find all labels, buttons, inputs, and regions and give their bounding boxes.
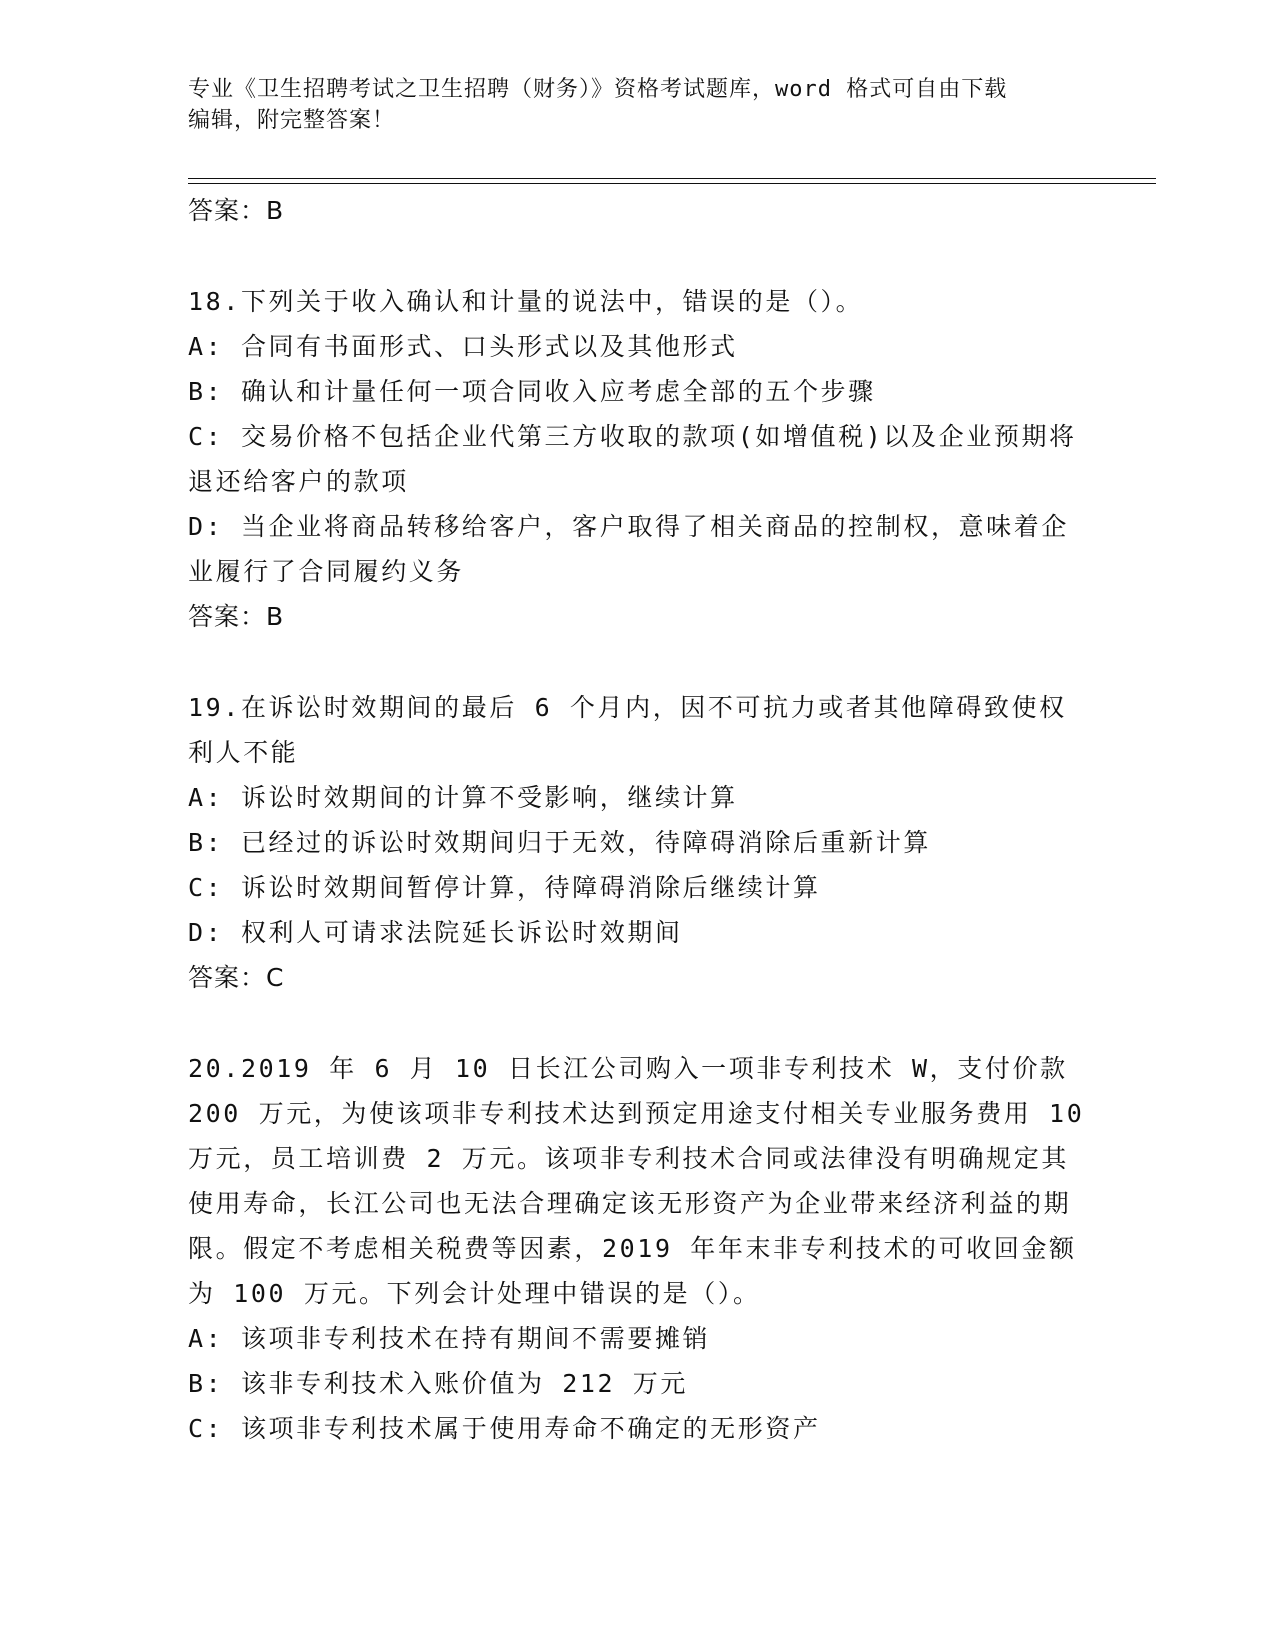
option-a: A: 合同有书面形式、口头形式以及其他形式 [188,332,738,361]
question-stem: 20.2019 年 6 月 10 日长江公司购入一项非专利技术 W，支付价款 200 万元，为使该项非专利技术达到预定用途支付相关专业服务费用 10 万元，员工培训费 2 万元。该项非专利技术合同或法律没有明确规定其使用寿命，长江公司也无法合理确定该无形资产为企业带来经济利益的期限。假定不考虑相关税费等因素，2019 年年末非专利技术的可收回金额为 100 万元。下列会计处理中错误的是（）。 [188,1054,1085,1308]
option-c: C: 该项非专利技术属于使用寿命不确定的无形资产 [188,1414,821,1443]
header-line-1: 专业《卫生招聘考试之卫生招聘（财务）》资格考试题库，word 格式可自由下载 [188,77,1008,102]
option-b: B: 确认和计量任何一项合同收入应考虑全部的五个步骤 [188,377,876,406]
answer-line: 答案：B [188,196,285,225]
question-block-19 [188,685,1088,1000]
document-header [188,74,1068,136]
option-a: A: 该项非专利技术在持有期间不需要摊销 [188,1324,711,1353]
header-line-2: 编辑，附完整答案！ [188,108,396,133]
spacer [188,639,1088,685]
question-list [188,188,1088,1451]
option-c: C: 诉讼时效期间暂停计算，待障碍消除后继续计算 [188,873,821,902]
option-d: D: 权利人可请求法院延长诉讼时效期间 [188,918,683,947]
question-block-18 [188,279,1088,639]
option-a: A: 诉讼时效期间的计算不受影响，继续计算 [188,783,738,812]
option-c: C: 交易价格不包括企业代第三方收取的款项(如增值税)以及企业预期将退还给客户的款项 [188,422,1077,496]
option-d: D: 当企业将商品转移给客户，客户取得了相关商品的控制权，意味着企业履行了合同履约义务 [188,512,1069,586]
answer-line: 答案：C [188,963,285,992]
option-b: B: 已经过的诉讼时效期间归于无效，待障碍消除后重新计算 [188,828,931,857]
spacer [188,233,1088,279]
answer-line: 答案：B [188,602,285,631]
spacer [188,1000,1088,1046]
option-b: B: 该非专利技术入账价值为 212 万元 [188,1369,689,1398]
question-block-20 [188,1046,1088,1451]
question-stem: 19.在诉讼时效期间的最后 6 个月内，因不可抗力或者其他障碍致使权利人不能 [188,693,1067,767]
header-double-rule [188,178,1156,184]
question-stem: 18.下列关于收入确认和计量的说法中，错误的是（）。 [188,287,864,316]
